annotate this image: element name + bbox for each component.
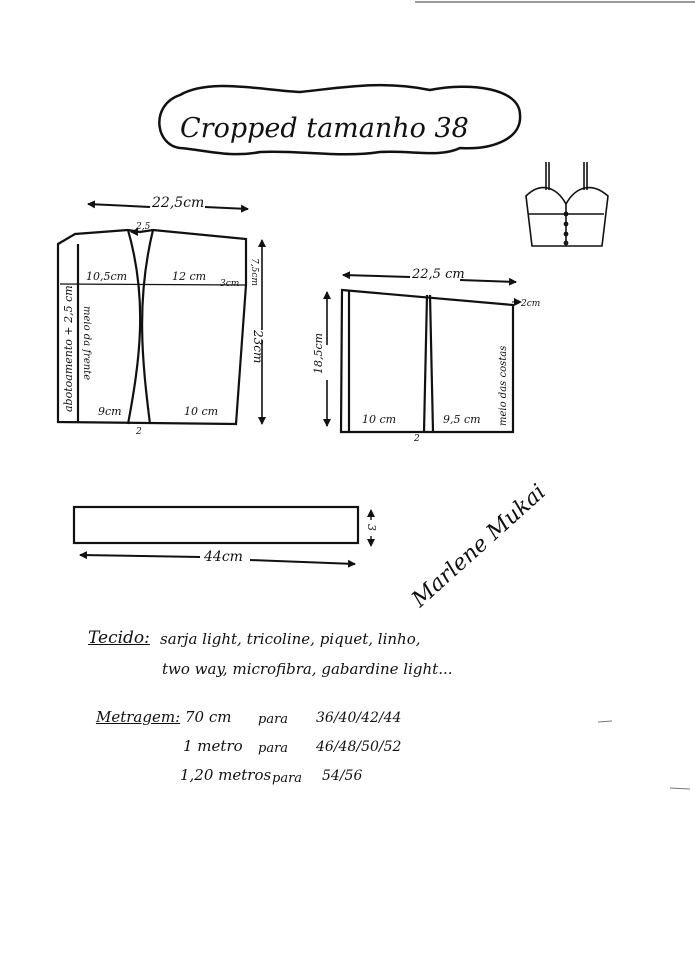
front-width-arrow bbox=[88, 204, 150, 207]
back-piece-outline bbox=[341, 290, 513, 432]
back-center-label: meio das costas bbox=[498, 345, 509, 426]
fabric-label: Tecido: bbox=[88, 628, 150, 648]
cropped-top-sketch bbox=[526, 162, 608, 246]
margin-mark bbox=[598, 721, 612, 722]
yardage-row-2-para: para bbox=[258, 741, 289, 756]
signature: Marlene Mukai bbox=[407, 479, 551, 613]
back-top-width-label: 22,5 cm bbox=[412, 267, 465, 282]
yardage-row-1-amount: 70 cm bbox=[185, 708, 232, 726]
front-right-width-label: 12 cm bbox=[172, 270, 207, 283]
front-placket-label: abotoamento + 2,5 cm bbox=[62, 285, 75, 412]
strip-height-label: 3 bbox=[365, 524, 378, 531]
back-height-label: 18,5cm bbox=[312, 332, 325, 374]
front-bust-line bbox=[60, 284, 246, 285]
yardage-row-2-amount: 1 metro bbox=[183, 737, 243, 755]
front-width-arrow-right bbox=[205, 207, 248, 209]
yardage-row-3-para: para bbox=[272, 771, 303, 786]
front-top-width-label: 22,5cm bbox=[152, 195, 205, 211]
yardage-row-1-sizes: 36/40/42/44 bbox=[316, 710, 402, 726]
back-width-arrow-right bbox=[460, 280, 516, 282]
yardage-label: Metragem: bbox=[96, 708, 181, 726]
front-bottom-left-label: 9cm bbox=[98, 405, 122, 418]
yardage-row-3-sizes: 54/56 bbox=[322, 768, 363, 784]
front-left-width-label: 10,5cm bbox=[86, 270, 128, 283]
margin-mark-2 bbox=[670, 788, 690, 789]
strip-length-arrow-right bbox=[250, 560, 355, 564]
fabric-line-1: sarja light, tricoline, piquet, linho, bbox=[160, 630, 421, 648]
back-dart-gap-label: 2 bbox=[414, 434, 420, 444]
strip-length-arrow bbox=[80, 555, 200, 557]
strip-length-label: 44cm bbox=[204, 549, 243, 565]
back-side-2-label: 2cm bbox=[521, 299, 541, 309]
front-center-label: meio da frente bbox=[81, 306, 92, 381]
front-height-label: 23cm bbox=[251, 330, 265, 364]
front-neck-gap-label: 2,5 bbox=[136, 222, 151, 232]
page-title: Cropped tamanho 38 bbox=[180, 113, 469, 144]
back-bottom-right-label: 9,5 cm bbox=[443, 413, 481, 426]
front-side-3-label: 3cm bbox=[220, 279, 240, 289]
front-side-7-5-label: 7,5cm bbox=[249, 258, 259, 286]
front-dart-gap-label: 2 bbox=[136, 427, 142, 437]
fabric-line-2: two way, microfibra, gabardine light... bbox=[162, 660, 453, 678]
yardage-row-2-sizes: 46/48/50/52 bbox=[316, 739, 402, 755]
band-strip bbox=[74, 507, 358, 543]
front-bottom-right-label: 10 cm bbox=[184, 405, 219, 418]
yardage-row-3-amount: 1,20 metros bbox=[180, 766, 272, 784]
back-bottom-left-label: 10 cm bbox=[362, 413, 397, 426]
yardage-row-1-para: para bbox=[258, 712, 289, 727]
back-width-arrow bbox=[343, 275, 410, 277]
